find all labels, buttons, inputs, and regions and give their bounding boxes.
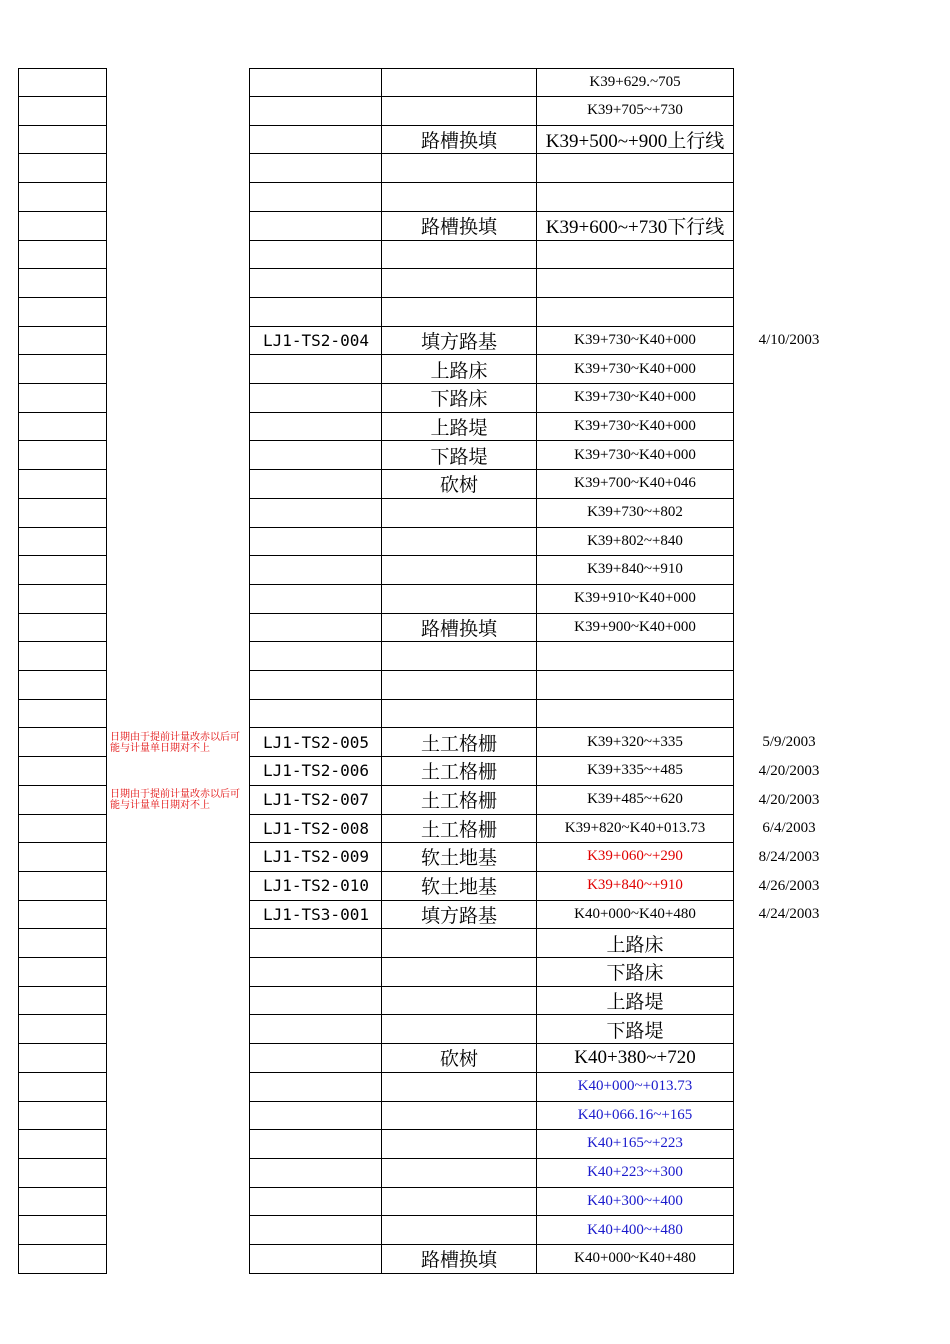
index-cell[interactable] bbox=[18, 585, 107, 614]
date-cell bbox=[734, 958, 844, 987]
range-cell[interactable]: K40+165~+223 bbox=[536, 1130, 734, 1159]
index-cell[interactable] bbox=[18, 1130, 107, 1159]
table-row bbox=[0, 412, 950, 441]
table-row bbox=[0, 441, 950, 470]
range-cell[interactable]: K39+910~K40+000 bbox=[536, 585, 734, 614]
range-cell[interactable] bbox=[536, 154, 734, 183]
code-cell[interactable] bbox=[249, 671, 381, 700]
note-cell bbox=[107, 68, 249, 97]
table-row bbox=[0, 900, 950, 929]
code-cell[interactable] bbox=[249, 384, 381, 413]
table-row bbox=[0, 986, 950, 1015]
index-cell[interactable] bbox=[18, 1159, 107, 1188]
code-cell[interactable] bbox=[249, 499, 381, 528]
table-row bbox=[0, 1159, 950, 1188]
code-cell[interactable] bbox=[249, 298, 381, 327]
code-cell[interactable] bbox=[249, 1159, 381, 1188]
note-cell bbox=[107, 1245, 249, 1274]
index-cell[interactable] bbox=[18, 326, 107, 355]
note-cell bbox=[107, 499, 249, 528]
date-cell: 4/10/2003 bbox=[758, 332, 820, 349]
item-cell[interactable] bbox=[381, 1073, 536, 1102]
index-cell[interactable] bbox=[18, 212, 107, 241]
index-cell[interactable] bbox=[18, 499, 107, 528]
date-cell bbox=[734, 1216, 844, 1245]
range-cell[interactable]: K39+500~+900上行线 bbox=[536, 125, 734, 154]
date-cell bbox=[734, 556, 844, 585]
index-cell[interactable] bbox=[18, 757, 107, 786]
table-row bbox=[0, 1073, 950, 1102]
table-row bbox=[0, 97, 950, 126]
note-cell bbox=[107, 183, 249, 212]
date-cell: 8/24/2003 bbox=[758, 848, 820, 865]
item-cell[interactable] bbox=[381, 68, 536, 97]
date-cell bbox=[734, 986, 844, 1015]
range-cell[interactable]: 下路床 bbox=[536, 958, 734, 987]
note-cell bbox=[107, 757, 249, 786]
code-cell[interactable] bbox=[249, 412, 381, 441]
date-cell bbox=[734, 1159, 844, 1188]
range-cell[interactable]: K39+485~+620 bbox=[536, 786, 734, 815]
table-row bbox=[0, 585, 950, 614]
item-cell[interactable] bbox=[381, 1216, 536, 1245]
code-cell[interactable] bbox=[249, 527, 381, 556]
table-row bbox=[0, 384, 950, 413]
index-cell[interactable] bbox=[18, 125, 107, 154]
note-cell bbox=[107, 929, 249, 958]
item-cell[interactable]: 砍树 bbox=[381, 470, 536, 499]
item-cell[interactable] bbox=[381, 1015, 536, 1044]
code-cell[interactable]: LJ1-TS2-005 bbox=[249, 728, 381, 757]
item-cell[interactable] bbox=[381, 97, 536, 126]
range-cell[interactable]: K39+060~+290 bbox=[536, 843, 734, 872]
note-cell bbox=[107, 986, 249, 1015]
item-cell[interactable]: 下路堤 bbox=[381, 441, 536, 470]
index-cell[interactable] bbox=[18, 872, 107, 901]
date-cell: 4/24/2003 bbox=[758, 906, 820, 923]
code-cell[interactable] bbox=[249, 1187, 381, 1216]
range-cell[interactable] bbox=[536, 642, 734, 671]
note-cell bbox=[107, 585, 249, 614]
note-cell bbox=[107, 1101, 249, 1130]
range-cell[interactable]: 上路堤 bbox=[536, 986, 734, 1015]
index-cell[interactable] bbox=[18, 642, 107, 671]
item-cell[interactable] bbox=[381, 183, 536, 212]
range-cell[interactable]: K39+730~K40+000 bbox=[536, 384, 734, 413]
code-cell[interactable] bbox=[249, 642, 381, 671]
note-cell bbox=[107, 613, 249, 642]
index-cell[interactable] bbox=[18, 1216, 107, 1245]
item-cell[interactable]: 下路床 bbox=[381, 384, 536, 413]
date-cell bbox=[734, 1015, 844, 1044]
date-cell bbox=[734, 384, 844, 413]
item-cell[interactable]: 上路堤 bbox=[381, 412, 536, 441]
date-cell bbox=[734, 699, 844, 728]
table-row bbox=[0, 556, 950, 585]
range-cell[interactable]: K39+730~K40+000 bbox=[536, 441, 734, 470]
item-cell[interactable]: 土工格栅 bbox=[381, 728, 536, 757]
code-cell[interactable] bbox=[249, 1073, 381, 1102]
item-cell[interactable] bbox=[381, 671, 536, 700]
item-cell[interactable]: 土工格栅 bbox=[381, 757, 536, 786]
code-cell[interactable] bbox=[249, 154, 381, 183]
note-cell bbox=[107, 527, 249, 556]
index-cell[interactable] bbox=[18, 843, 107, 872]
index-cell[interactable] bbox=[18, 1015, 107, 1044]
table-row bbox=[0, 1187, 950, 1216]
date-cell bbox=[734, 929, 844, 958]
note-cell bbox=[107, 355, 249, 384]
date-cell bbox=[734, 355, 844, 384]
index-cell[interactable] bbox=[18, 699, 107, 728]
date-cell bbox=[734, 298, 844, 327]
item-cell[interactable] bbox=[381, 958, 536, 987]
table-row bbox=[0, 814, 950, 843]
code-cell[interactable] bbox=[249, 1130, 381, 1159]
item-cell[interactable] bbox=[381, 1101, 536, 1130]
table-row bbox=[0, 240, 950, 269]
range-cell[interactable]: K39+730~K40+000 bbox=[536, 326, 734, 355]
range-cell[interactable] bbox=[536, 269, 734, 298]
range-cell[interactable]: 上路床 bbox=[536, 929, 734, 958]
index-cell[interactable] bbox=[18, 412, 107, 441]
table-row bbox=[0, 1015, 950, 1044]
item-cell[interactable] bbox=[381, 1159, 536, 1188]
table-row bbox=[0, 154, 950, 183]
code-cell[interactable]: LJ1-TS2-004 bbox=[249, 326, 381, 355]
item-cell[interactable]: 填方路基 bbox=[381, 900, 536, 929]
note-cell bbox=[107, 1073, 249, 1102]
index-cell[interactable] bbox=[18, 986, 107, 1015]
note-cell bbox=[107, 958, 249, 987]
date-cell bbox=[734, 671, 844, 700]
item-cell[interactable] bbox=[381, 154, 536, 183]
range-cell[interactable]: K39+730~K40+000 bbox=[536, 355, 734, 384]
range-cell[interactable]: K39+840~+910 bbox=[536, 556, 734, 585]
code-cell[interactable] bbox=[249, 1015, 381, 1044]
index-cell[interactable] bbox=[18, 1245, 107, 1274]
code-cell[interactable] bbox=[249, 183, 381, 212]
item-cell[interactable] bbox=[381, 585, 536, 614]
item-cell[interactable] bbox=[381, 699, 536, 728]
table-row bbox=[0, 298, 950, 327]
note-cell bbox=[107, 642, 249, 671]
note-cell bbox=[107, 326, 249, 355]
index-cell[interactable] bbox=[18, 786, 107, 815]
date-cell bbox=[734, 183, 844, 212]
date-cell: 6/4/2003 bbox=[762, 820, 816, 837]
index-cell[interactable] bbox=[18, 1044, 107, 1073]
index-cell[interactable] bbox=[18, 298, 107, 327]
index-cell[interactable] bbox=[18, 68, 107, 97]
range-cell[interactable]: K40+066.16~+165 bbox=[536, 1101, 734, 1130]
range-cell[interactable]: K40+400~+480 bbox=[536, 1216, 734, 1245]
table-row bbox=[0, 872, 950, 901]
table-row bbox=[0, 183, 950, 212]
item-cell[interactable]: 路槽换填 bbox=[381, 1245, 536, 1274]
range-cell[interactable] bbox=[536, 183, 734, 212]
table-row bbox=[0, 929, 950, 958]
item-cell[interactable]: 土工格栅 bbox=[381, 814, 536, 843]
table-row bbox=[0, 699, 950, 728]
index-cell[interactable] bbox=[18, 556, 107, 585]
range-cell[interactable]: K39+730~+802 bbox=[536, 499, 734, 528]
note-cell bbox=[107, 441, 249, 470]
range-cell[interactable]: K39+705~+730 bbox=[536, 97, 734, 126]
range-cell[interactable]: K39+700~K40+046 bbox=[536, 470, 734, 499]
date-cell bbox=[734, 125, 844, 154]
table-row bbox=[0, 68, 950, 97]
code-cell[interactable] bbox=[249, 986, 381, 1015]
table-row bbox=[0, 1101, 950, 1130]
note-cell: 日期由于提前计量改赤以后可能与计量单日期对不上 bbox=[110, 731, 240, 754]
code-cell[interactable] bbox=[249, 1044, 381, 1073]
range-cell[interactable]: K39+820~K40+013.73 bbox=[536, 814, 734, 843]
note-cell bbox=[107, 872, 249, 901]
code-cell[interactable] bbox=[249, 585, 381, 614]
date-cell bbox=[734, 1245, 844, 1274]
table-row bbox=[0, 326, 950, 355]
table-row bbox=[0, 212, 950, 241]
index-cell[interactable] bbox=[18, 728, 107, 757]
note-cell bbox=[107, 298, 249, 327]
item-cell[interactable]: 路槽换填 bbox=[381, 125, 536, 154]
code-cell[interactable] bbox=[249, 1216, 381, 1245]
date-cell bbox=[734, 1044, 844, 1073]
item-cell[interactable] bbox=[381, 986, 536, 1015]
date-cell bbox=[734, 585, 844, 614]
date-cell bbox=[734, 1187, 844, 1216]
date-cell bbox=[734, 1101, 844, 1130]
range-cell[interactable]: K40+000~K40+480 bbox=[536, 1245, 734, 1274]
table-row bbox=[0, 527, 950, 556]
item-cell[interactable]: 土工格栅 bbox=[381, 786, 536, 815]
note-cell bbox=[107, 900, 249, 929]
range-cell[interactable]: K39+600~+730下行线 bbox=[536, 212, 734, 241]
range-cell[interactable]: K39+802~+840 bbox=[536, 527, 734, 556]
code-cell[interactable]: LJ1-TS2-006 bbox=[249, 757, 381, 786]
table-row bbox=[0, 728, 950, 757]
date-cell: 5/9/2003 bbox=[762, 734, 816, 751]
date-cell bbox=[734, 441, 844, 470]
range-cell[interactable]: K40+300~+400 bbox=[536, 1187, 734, 1216]
date-cell bbox=[734, 68, 844, 97]
range-cell[interactable] bbox=[536, 298, 734, 327]
index-cell[interactable] bbox=[18, 355, 107, 384]
code-cell[interactable] bbox=[249, 929, 381, 958]
note-cell bbox=[107, 1159, 249, 1188]
index-cell[interactable] bbox=[18, 97, 107, 126]
item-cell[interactable]: 填方路基 bbox=[381, 326, 536, 355]
note-cell bbox=[107, 1187, 249, 1216]
note-cell bbox=[107, 1015, 249, 1044]
index-cell[interactable] bbox=[18, 929, 107, 958]
range-cell[interactable]: K39+900~K40+000 bbox=[536, 613, 734, 642]
date-cell bbox=[734, 499, 844, 528]
code-cell[interactable] bbox=[249, 958, 381, 987]
table-row bbox=[0, 1216, 950, 1245]
code-cell[interactable] bbox=[249, 125, 381, 154]
code-cell[interactable]: LJ1-TS2-008 bbox=[249, 814, 381, 843]
table-row bbox=[0, 843, 950, 872]
code-cell[interactable] bbox=[249, 240, 381, 269]
date-cell bbox=[734, 1130, 844, 1159]
index-cell[interactable] bbox=[18, 527, 107, 556]
code-cell[interactable] bbox=[249, 212, 381, 241]
note-cell bbox=[107, 843, 249, 872]
range-cell[interactable] bbox=[536, 240, 734, 269]
item-cell[interactable]: 上路床 bbox=[381, 355, 536, 384]
range-cell[interactable]: K40+380~+720 bbox=[536, 1044, 734, 1073]
table-row bbox=[0, 1245, 950, 1274]
note-cell: 日期由于提前计量改赤以后可能与计量单日期对不上 bbox=[110, 789, 240, 811]
item-cell[interactable] bbox=[381, 527, 536, 556]
item-cell[interactable]: 路槽换填 bbox=[381, 212, 536, 241]
note-cell bbox=[107, 1216, 249, 1245]
table-row bbox=[0, 642, 950, 671]
index-cell[interactable] bbox=[18, 958, 107, 987]
note-cell bbox=[107, 1044, 249, 1073]
note-cell bbox=[107, 269, 249, 298]
item-cell[interactable] bbox=[381, 1130, 536, 1159]
index-cell[interactable] bbox=[18, 183, 107, 212]
index-cell[interactable] bbox=[18, 441, 107, 470]
date-cell bbox=[734, 642, 844, 671]
item-cell[interactable]: 软土地基 bbox=[381, 872, 536, 901]
table-row bbox=[0, 470, 950, 499]
table-row bbox=[0, 1130, 950, 1159]
note-cell bbox=[107, 97, 249, 126]
code-cell[interactable] bbox=[249, 269, 381, 298]
range-cell[interactable]: K40+000~+013.73 bbox=[536, 1073, 734, 1102]
index-cell[interactable] bbox=[18, 240, 107, 269]
range-cell[interactable]: K39+730~K40+000 bbox=[536, 412, 734, 441]
table-row bbox=[0, 125, 950, 154]
code-cell[interactable]: LJ1-TS2-010 bbox=[249, 872, 381, 901]
date-cell bbox=[734, 1073, 844, 1102]
item-cell[interactable]: 砍树 bbox=[381, 1044, 536, 1073]
code-cell[interactable] bbox=[249, 441, 381, 470]
index-cell[interactable] bbox=[18, 269, 107, 298]
date-cell bbox=[734, 269, 844, 298]
note-cell bbox=[107, 1130, 249, 1159]
date-cell bbox=[734, 154, 844, 183]
note-cell bbox=[107, 814, 249, 843]
code-cell[interactable] bbox=[249, 556, 381, 585]
table-row bbox=[0, 1044, 950, 1073]
index-cell[interactable] bbox=[18, 900, 107, 929]
date-cell bbox=[734, 212, 844, 241]
code-cell[interactable]: LJ1-TS2-009 bbox=[249, 843, 381, 872]
index-cell[interactable] bbox=[18, 1187, 107, 1216]
index-cell[interactable] bbox=[18, 470, 107, 499]
range-cell[interactable]: K39+840~+910 bbox=[536, 872, 734, 901]
index-cell[interactable] bbox=[18, 671, 107, 700]
date-cell bbox=[734, 412, 844, 441]
date-cell bbox=[734, 470, 844, 499]
index-cell[interactable] bbox=[18, 1073, 107, 1102]
note-cell bbox=[107, 240, 249, 269]
code-cell[interactable] bbox=[249, 470, 381, 499]
item-cell[interactable] bbox=[381, 499, 536, 528]
table-row bbox=[0, 613, 950, 642]
code-cell[interactable]: LJ1-TS2-007 bbox=[249, 786, 381, 815]
table-row bbox=[0, 757, 950, 786]
range-cell[interactable]: K39+335~+485 bbox=[536, 757, 734, 786]
date-cell bbox=[734, 240, 844, 269]
range-cell[interactable]: 下路堤 bbox=[536, 1015, 734, 1044]
table-row bbox=[0, 355, 950, 384]
date-cell: 4/20/2003 bbox=[758, 762, 820, 779]
date-cell bbox=[734, 527, 844, 556]
code-cell[interactable] bbox=[249, 355, 381, 384]
range-cell[interactable]: K39+629.~705 bbox=[536, 68, 734, 97]
index-cell[interactable] bbox=[18, 814, 107, 843]
note-cell bbox=[107, 556, 249, 585]
code-cell[interactable] bbox=[249, 1245, 381, 1274]
item-cell[interactable] bbox=[381, 1187, 536, 1216]
item-cell[interactable] bbox=[381, 929, 536, 958]
range-cell[interactable] bbox=[536, 699, 734, 728]
note-cell bbox=[107, 384, 249, 413]
code-cell[interactable] bbox=[249, 97, 381, 126]
index-cell[interactable] bbox=[18, 154, 107, 183]
note-cell bbox=[107, 699, 249, 728]
index-cell[interactable] bbox=[18, 1101, 107, 1130]
note-cell bbox=[107, 212, 249, 241]
range-cell[interactable] bbox=[536, 671, 734, 700]
item-cell[interactable] bbox=[381, 298, 536, 327]
item-cell[interactable]: 软土地基 bbox=[381, 843, 536, 872]
date-cell bbox=[734, 613, 844, 642]
code-cell[interactable] bbox=[249, 1101, 381, 1130]
table-row bbox=[0, 499, 950, 528]
note-cell bbox=[107, 412, 249, 441]
note-cell bbox=[107, 154, 249, 183]
range-cell[interactable]: K40+000~K40+480 bbox=[536, 900, 734, 929]
range-cell[interactable]: K40+223~+300 bbox=[536, 1159, 734, 1188]
index-cell[interactable] bbox=[18, 384, 107, 413]
code-cell[interactable] bbox=[249, 613, 381, 642]
table-row bbox=[0, 671, 950, 700]
range-cell[interactable]: K39+320~+335 bbox=[536, 728, 734, 757]
table-row bbox=[0, 786, 950, 815]
code-cell[interactable]: LJ1-TS3-001 bbox=[249, 900, 381, 929]
table-row bbox=[0, 958, 950, 987]
item-cell[interactable] bbox=[381, 556, 536, 585]
note-cell bbox=[107, 125, 249, 154]
code-cell[interactable] bbox=[249, 68, 381, 97]
date-cell bbox=[734, 97, 844, 126]
note-cell bbox=[107, 470, 249, 499]
code-cell[interactable] bbox=[249, 699, 381, 728]
index-cell[interactable] bbox=[18, 613, 107, 642]
item-cell[interactable] bbox=[381, 269, 536, 298]
date-cell: 4/26/2003 bbox=[758, 877, 820, 894]
item-cell[interactable]: 路槽换填 bbox=[381, 613, 536, 642]
item-cell[interactable] bbox=[381, 642, 536, 671]
item-cell[interactable] bbox=[381, 240, 536, 269]
date-cell: 4/20/2003 bbox=[758, 791, 820, 808]
note-cell bbox=[107, 671, 249, 700]
table-row bbox=[0, 269, 950, 298]
